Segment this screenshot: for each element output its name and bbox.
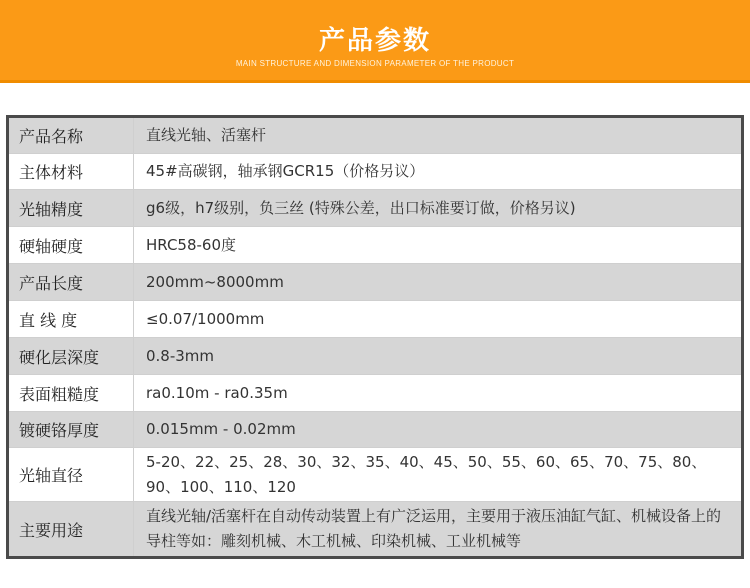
spec-value: 直线光轴/活塞杆在自动传动装置上有广泛运用，主要用于液压油缸气缸、机械设备上的导柱等如：雕刻机械、木工机械、印染机械、工业机械等 — [146, 507, 722, 550]
spec-value: 0.8-3mm — [146, 346, 215, 365]
spec-value: g6级，h7级别，负三丝 (特殊公差，出口标准要订做，价格另议) — [146, 198, 576, 217]
spec-value: ≤0.07/1000mm — [146, 309, 265, 328]
spec-row — [9, 190, 741, 227]
spec-value: 45#高碳钢，轴承钢GCR15（价格另议） — [146, 162, 425, 180]
spec-label: 光轴精度 — [9, 190, 134, 226]
page-title: 产品参数 — [318, 26, 431, 56]
spec-label: 表面粗糙度 — [9, 375, 134, 411]
spec-row — [9, 375, 741, 412]
spec-row — [9, 264, 741, 301]
spec-row — [9, 301, 741, 338]
spec-row — [9, 338, 741, 375]
spec-row — [9, 154, 741, 190]
spec-table — [6, 115, 744, 559]
spec-value: 直线光轴、活塞杆 — [146, 126, 267, 144]
spec-label: 产品名称 — [9, 118, 134, 153]
spec-value: ra0.10m - ra0.35m — [146, 383, 288, 402]
spec-label: 产品长度 — [9, 264, 134, 300]
spec-label: 光轴直径 — [9, 448, 134, 501]
spec-row — [9, 412, 741, 448]
spec-label: 镀硬铬厚度 — [9, 412, 134, 447]
spec-label: 主体材料 — [9, 154, 134, 189]
spec-value: 200mm~8000mm — [146, 272, 284, 291]
spec-label: 直 线 度 — [9, 301, 134, 337]
spec-value: 5-20、22、25、28、30、32、35、40、45、50、55、60、65、70、75、80、90、100、110、120 — [146, 452, 707, 496]
spec-row — [9, 227, 741, 264]
spec-row — [9, 448, 741, 502]
spec-value: HRC58-60度 — [146, 235, 237, 254]
spec-label: 硬轴硬度 — [9, 227, 134, 263]
spec-label: 硬化层深度 — [9, 338, 134, 374]
spec-label: 主要用途 — [9, 502, 134, 556]
spec-row — [9, 502, 741, 556]
header-divider — [0, 80, 750, 83]
page-subtitle: MAIN STRUCTURE AND DIMENSION PARAMETER OF THE PRODUCT — [235, 59, 515, 68]
spec-row — [9, 118, 741, 154]
spec-value: 0.015mm - 0.02mm — [146, 420, 296, 438]
